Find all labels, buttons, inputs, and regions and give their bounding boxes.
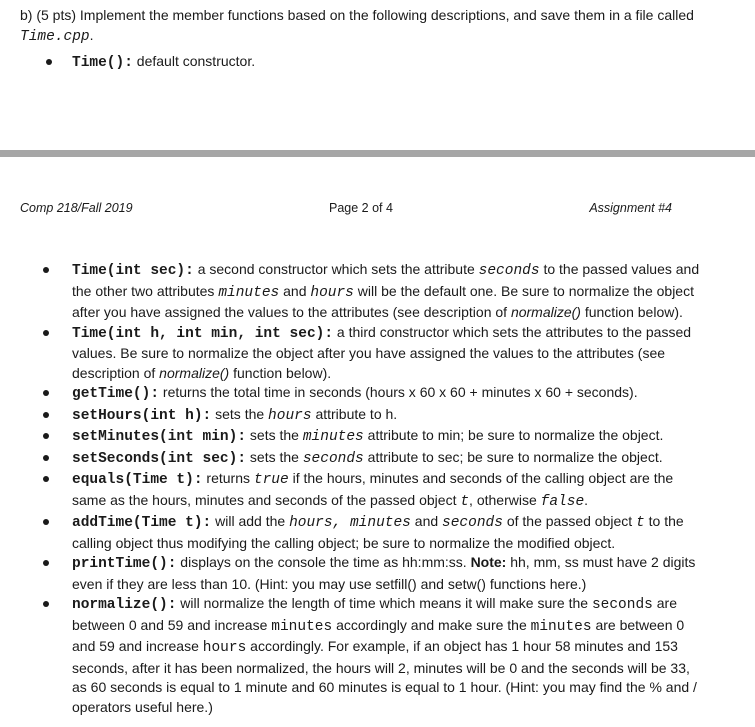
list-item: equals(Time t): returns true if the hours, minutes and seconds of the calling object are the same as the hours, minutes and seconds of the passed object t, otherwise false. xyxy=(20,469,700,512)
function-signature: addTime(Time t): xyxy=(72,515,212,531)
bullet-icon xyxy=(46,59,52,65)
bullet-icon xyxy=(43,330,49,336)
task-points: (5 pts) xyxy=(36,7,77,23)
function-signature: equals(Time t): xyxy=(72,472,203,488)
bullet-icon xyxy=(43,560,49,566)
function-signature: Time(int h, int min, int sec): xyxy=(72,325,334,342)
task-label: b) xyxy=(20,7,33,23)
header-course: Comp 218/Fall 2019 xyxy=(20,201,133,215)
task-intro: b) (5 pts) Implement the member functions based on the following descriptions, and save them in a file called Time.cpp. xyxy=(20,7,694,45)
function-signature: getTime(): xyxy=(72,386,160,402)
header-assignment: Assignment #4 xyxy=(589,201,672,215)
list-item: printTime(): displays on the console the time as hh:mm:ss. Note: hh, mm, ss must have 2 digits even if they are less than 10. (Hint: you may use setfill() and setw() functions here.) xyxy=(20,553,700,594)
bullet-icon xyxy=(43,433,49,439)
top-bullet-list xyxy=(20,52,740,73)
list-item: setHours(int h): sets the hours attribute to h. xyxy=(20,405,700,427)
bullet-icon xyxy=(43,476,49,482)
list-item: Time(): default constructor. xyxy=(20,52,740,73)
note-label: Note: xyxy=(470,554,507,570)
task-filename: Time.cpp xyxy=(20,28,90,45)
header-page-number: Page 2 of 4 xyxy=(329,201,393,215)
list-item: getTime(): returns the total time in seconds (hours x 60 x 60 + minutes x 60 + seconds). xyxy=(20,383,700,405)
function-list xyxy=(20,260,700,717)
bullet-icon xyxy=(43,412,49,418)
bullet-icon xyxy=(43,455,49,461)
list-item: setSeconds(int sec): sets the seconds attribute to sec; be sure to normalize the object. xyxy=(20,448,700,470)
list-item: normalize(): will normalize the length of time which means it will make sure the seconds are between 0 and 59 and increase minutes accordingly and make sure the minutes are between 0 and 59 and increase hours accordingly. For example, if an object has 1 hour 58 minutes and 153 seconds, after it has been normalized, the hours will 2, minutes will be 0 and the seconds will be 33, as 60 seconds is equal to 1 minute and 60 minutes is equal to 1 hour. (Hint: you may find the % and / operators useful here.) xyxy=(20,594,700,717)
bullet-icon xyxy=(43,267,49,273)
bullet-icon xyxy=(43,519,49,525)
bullet-icon xyxy=(43,601,49,607)
task-text: Implement the member functions based on the following descriptions, and save them in a file called xyxy=(76,7,694,23)
function-signature: setHours(int h): xyxy=(72,407,212,424)
function-signature: setSeconds(int sec): xyxy=(72,450,247,467)
list-item: Time(int sec): a second constructor which sets the attribute seconds to the passed values and the other two attributes minutes and hours will be the default one. Be sure to normalize the object after you have assigned the values to the attributes (see description of normalize() function below). xyxy=(20,260,700,323)
list-item: Time(int h, int min, int sec): a third constructor which sets the attributes to the passed values. Be sure to normalize the object after you have assigned the values to the attributes (see description of normalize() function below). xyxy=(20,323,700,384)
page-divider xyxy=(0,150,755,157)
function-signature: normalize(): xyxy=(72,597,177,613)
bullet-icon xyxy=(43,390,49,396)
function-signature: Time(int sec): xyxy=(72,263,194,279)
list-item: setMinutes(int min): sets the minutes attribute to min; be sure to normalize the object. xyxy=(20,426,700,448)
function-signature: printTime(): xyxy=(72,556,177,572)
function-signature: setMinutes(int min): xyxy=(72,429,247,445)
list-item: addTime(Time t): will add the hours, minutes and seconds of the passed object t to the calling object thus modifying the calling object; be sure to normalize the modified object. xyxy=(20,512,700,553)
function-signature: Time(): xyxy=(72,55,133,71)
